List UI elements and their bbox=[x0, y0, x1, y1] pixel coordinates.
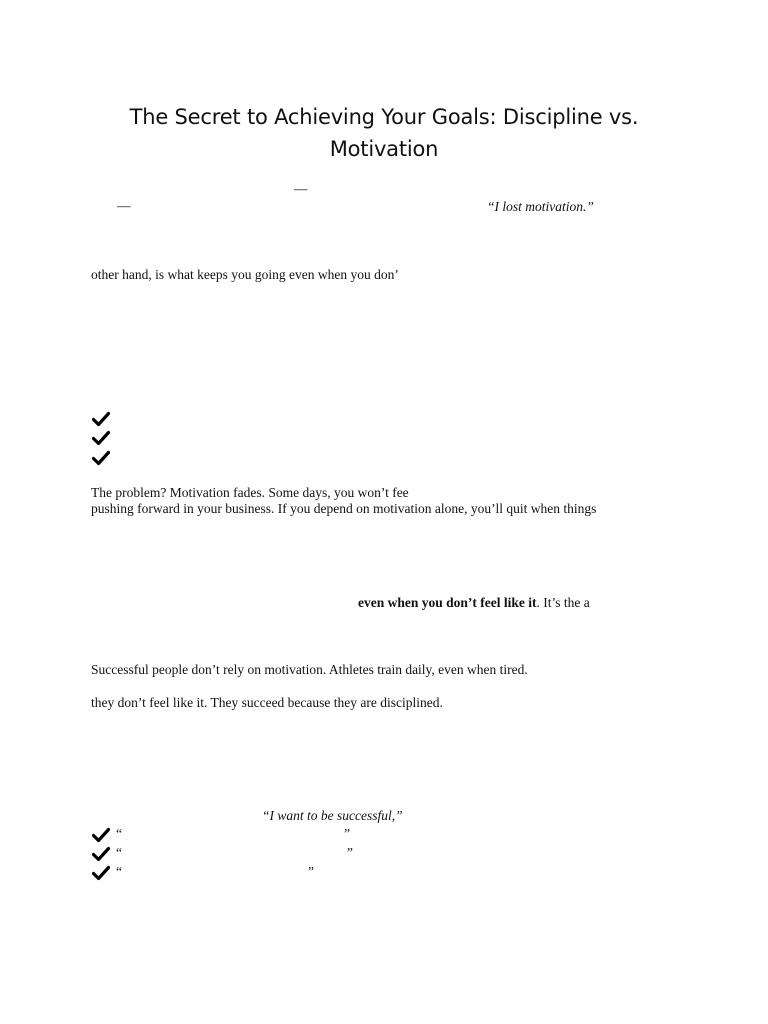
open-quote: “ bbox=[116, 864, 122, 879]
document-title-line-1: The Secret to Achieving Your Goals: Discipline vs. bbox=[129, 105, 639, 129]
close-quote: ” bbox=[344, 826, 350, 841]
body-text-line: they don’t feel like it. They succeed because they are disciplined. bbox=[91, 695, 443, 710]
bold-phrase: even when you don’t feel like it bbox=[358, 595, 537, 610]
quote-want-successful: “I want to be successful,” bbox=[262, 808, 403, 823]
check-icon bbox=[92, 430, 112, 446]
body-text-line: Successful people don’t rely on motivation. Athletes train daily, even when tired. bbox=[91, 662, 528, 677]
check-icon bbox=[92, 450, 112, 466]
close-quote: ” bbox=[347, 845, 353, 860]
body-text-line: The problem? Motivation fades. Some days, you won’t fee bbox=[91, 485, 409, 500]
body-text-line bbox=[358, 595, 590, 611]
body-text-line: other hand, is what keeps you going even when you don’ bbox=[91, 267, 399, 282]
body-text-line: pushing forward in your business. If you depend on motivation alone, you’ll quit when things bbox=[91, 501, 597, 516]
close-quote: ” bbox=[308, 864, 314, 879]
check-icon bbox=[92, 827, 112, 843]
em-dash: — bbox=[294, 181, 308, 196]
document-title-line-2: Motivation bbox=[329, 137, 439, 161]
open-quote: “ bbox=[116, 826, 122, 841]
check-icon bbox=[92, 865, 112, 881]
em-dash: — bbox=[117, 198, 131, 213]
open-quote: “ bbox=[116, 845, 122, 860]
check-icon bbox=[92, 846, 112, 862]
check-icon bbox=[92, 411, 112, 427]
text-after-bold: . It’s the a bbox=[536, 595, 590, 610]
quote-lost-motivation: “I lost motivation.” bbox=[487, 199, 594, 214]
